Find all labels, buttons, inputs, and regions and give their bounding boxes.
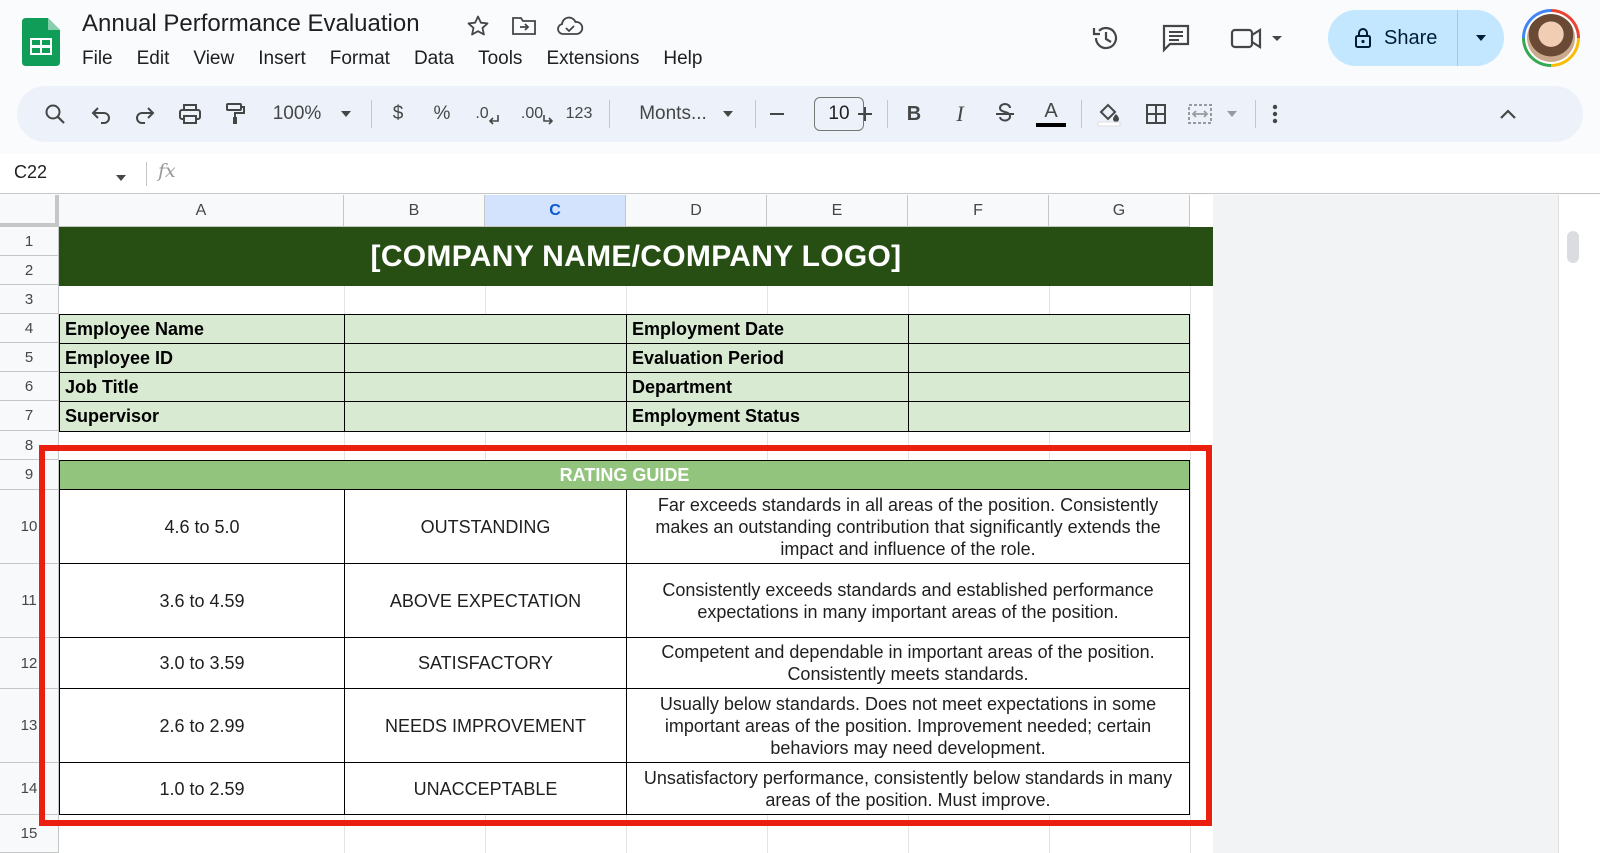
version-history-icon[interactable] xyxy=(1086,18,1126,58)
menu-view[interactable]: View xyxy=(193,48,235,69)
decrease-decimal-label: .0 xyxy=(475,105,489,122)
row-header-5[interactable]: 5 xyxy=(0,343,59,372)
column-header-f[interactable]: F xyxy=(908,195,1049,227)
info-value-cell[interactable] xyxy=(908,372,1190,402)
rating-range-cell[interactable]: 2.6 to 2.99 xyxy=(59,688,345,763)
percent-format-button[interactable]: % xyxy=(433,103,451,124)
rating-description-cell[interactable]: Competent and dependable in important areas of the position. Consistently meets standards. xyxy=(626,637,1190,689)
info-label-cell[interactable]: Employee Name xyxy=(59,314,345,344)
bold-button[interactable]: B xyxy=(906,102,922,125)
rating-label-cell[interactable]: OUTSTANDING xyxy=(344,489,627,564)
info-label-cell[interactable]: Supervisor xyxy=(59,401,345,432)
company-banner-cell[interactable]: [COMPANY NAME/COMPANY LOGO] xyxy=(59,227,1213,286)
user-photo xyxy=(1527,14,1575,62)
title-bar xyxy=(0,0,1600,82)
info-label-cell[interactable]: Employee ID xyxy=(59,343,345,373)
comments-icon[interactable] xyxy=(1156,18,1196,58)
menu-data[interactable]: Data xyxy=(413,48,455,69)
more-options-icon[interactable] xyxy=(1263,86,1287,142)
rating-label-cell[interactable]: ABOVE EXPECTATION xyxy=(344,563,627,638)
fill-color-icon[interactable] xyxy=(1091,86,1127,142)
toolbar-divider xyxy=(609,100,610,128)
rating-description-cell[interactable]: Usually below standards. Does not meet expectations in some important areas of the position. Improvement needed; certain behaviors may need development. xyxy=(626,688,1190,763)
formula-bar xyxy=(0,154,1600,194)
font-size-input[interactable]: 10 xyxy=(814,97,864,131)
arrow-right-icon xyxy=(543,113,553,125)
hide-menus-icon[interactable] xyxy=(1493,86,1523,142)
sheets-logo-icon[interactable] xyxy=(22,18,60,66)
out-of-range-area xyxy=(1213,195,1558,853)
toolbar-divider xyxy=(371,100,372,128)
row-header-10[interactable]: 10 xyxy=(0,490,59,564)
vertical-scrollbar[interactable] xyxy=(1558,195,1600,853)
arrow-left-icon xyxy=(489,113,499,125)
redo-icon[interactable] xyxy=(129,86,161,142)
info-label-cell[interactable]: Evaluation Period xyxy=(626,343,909,373)
increase-decimal-button[interactable] xyxy=(517,86,557,142)
rating-label-cell[interactable]: SATISFACTORY xyxy=(344,637,627,689)
rating-description-cell[interactable]: Far exceeds standards in all areas of the position. Consistently makes an outstanding contribution that significantly extends the impact and influence of the role. xyxy=(626,489,1190,564)
menu-extensions[interactable]: Extensions xyxy=(546,48,640,69)
column-header-g[interactable]: G xyxy=(1049,195,1190,227)
menu-help[interactable]: Help xyxy=(663,48,703,69)
menu-file[interactable]: File xyxy=(82,48,113,69)
increase-decimal-label: .00 xyxy=(520,105,544,122)
info-value-cell[interactable] xyxy=(344,343,627,373)
paint-format-icon[interactable] xyxy=(219,86,251,142)
decrease-font-size-icon[interactable] xyxy=(763,86,791,142)
info-value-cell[interactable] xyxy=(908,401,1190,432)
row-header-13[interactable]: 13 xyxy=(0,689,59,763)
row-header-3[interactable]: 3 xyxy=(0,285,59,314)
star-icon[interactable] xyxy=(464,12,492,40)
rating-label-cell[interactable]: UNACCEPTABLE xyxy=(344,762,627,815)
row-header-4[interactable]: 4 xyxy=(0,314,59,343)
scrollbar-thumb[interactable] xyxy=(1567,231,1579,263)
text-color-label: A xyxy=(1044,100,1058,122)
row-header-11[interactable]: 11 xyxy=(0,564,59,638)
info-label-cell[interactable]: Employment Date xyxy=(626,314,909,344)
rating-label-cell[interactable]: NEEDS IMPROVEMENT xyxy=(344,688,627,763)
rating-range-cell[interactable]: 4.6 to 5.0 xyxy=(59,489,345,564)
info-label-cell[interactable]: Employment Status xyxy=(626,401,909,432)
search-menus-icon[interactable] xyxy=(39,86,71,142)
gridline xyxy=(1190,227,1191,853)
menu-edit[interactable]: Edit xyxy=(136,48,170,69)
row-header-7[interactable]: 7 xyxy=(0,401,59,431)
toolbar-divider xyxy=(887,100,888,128)
video-call-icon[interactable] xyxy=(1226,18,1286,58)
rating-range-cell[interactable]: 3.0 to 3.59 xyxy=(59,637,345,689)
font-caret-icon[interactable] xyxy=(717,86,739,142)
row-header-12[interactable]: 12 xyxy=(0,638,59,689)
row-header-2[interactable]: 2 xyxy=(0,256,59,285)
row-header-14[interactable]: 14 xyxy=(0,763,59,815)
undo-icon[interactable] xyxy=(85,86,117,142)
gridline xyxy=(59,825,1190,826)
lock-icon xyxy=(1354,27,1372,49)
document-title[interactable]: Annual Performance Evaluation xyxy=(82,10,420,37)
toolbar xyxy=(17,86,1583,142)
italic-button[interactable]: I xyxy=(956,101,964,126)
menu-format[interactable]: Format xyxy=(329,48,390,69)
increase-font-size-icon[interactable] xyxy=(851,86,879,142)
info-value-cell[interactable] xyxy=(344,401,627,432)
share-options-button[interactable] xyxy=(1458,33,1504,43)
rating-range-cell[interactable]: 1.0 to 2.59 xyxy=(59,762,345,815)
toolbar-divider xyxy=(1255,100,1256,128)
fx-icon: fx xyxy=(158,160,176,182)
rating-description-cell[interactable]: Consistently exceeds standards and established performance expectations in many important areas of the position. xyxy=(626,563,1190,638)
info-value-cell[interactable] xyxy=(344,372,627,402)
info-value-cell[interactable] xyxy=(908,343,1190,373)
menu-insert[interactable]: Insert xyxy=(258,48,306,69)
merge-cells-icon[interactable] xyxy=(1185,86,1251,142)
name-box-caret-icon[interactable] xyxy=(114,170,128,188)
select-all-corner[interactable] xyxy=(0,195,59,227)
row-header-1[interactable]: 1 xyxy=(0,227,59,256)
font-select[interactable]: Monts... xyxy=(639,103,707,124)
formula-divider xyxy=(146,162,147,186)
caret-down-icon xyxy=(1474,33,1488,43)
rating-description-cell[interactable]: Unsatisfactory performance, consistently below standards in many areas of the position. Must improve. xyxy=(626,762,1190,815)
menu-tools[interactable]: Tools xyxy=(478,48,523,69)
row-header-6[interactable]: 6 xyxy=(0,372,59,401)
column-header-e[interactable]: E xyxy=(767,195,908,227)
row-header-15[interactable]: 15 xyxy=(0,815,59,853)
info-label-cell[interactable]: Department xyxy=(626,372,909,402)
rating-guide-header[interactable]: RATING GUIDE xyxy=(59,460,1190,490)
column-header-b[interactable]: B xyxy=(344,195,485,227)
print-icon[interactable] xyxy=(174,86,206,142)
borders-icon[interactable] xyxy=(1139,86,1173,142)
zoom-value[interactable]: 100% xyxy=(272,103,322,124)
info-value-cell[interactable] xyxy=(908,314,1190,344)
column-header-c[interactable]: C xyxy=(485,195,626,227)
row-header-9[interactable]: 9 xyxy=(0,460,59,490)
share-button[interactable] xyxy=(1328,10,1458,66)
share-label: Share xyxy=(1384,26,1438,49)
strikethrough-icon[interactable] xyxy=(989,86,1021,142)
cloud-saved-icon[interactable] xyxy=(556,12,584,40)
column-header-d[interactable]: D xyxy=(626,195,767,227)
text-color-swatch xyxy=(1036,123,1066,127)
toolbar-divider xyxy=(755,100,756,128)
spreadsheet-grid[interactable] xyxy=(0,195,1600,853)
row-header-8[interactable]: 8 xyxy=(0,431,59,460)
move-to-folder-icon[interactable] xyxy=(510,12,538,40)
rating-range-cell[interactable]: 3.6 to 4.59 xyxy=(59,563,345,638)
avatar[interactable] xyxy=(1522,9,1580,67)
share-button-group xyxy=(1328,10,1504,66)
more-formats-button[interactable]: 123 xyxy=(565,105,593,122)
menu-bar xyxy=(70,46,714,72)
info-value-cell[interactable] xyxy=(344,314,627,344)
toolbar-divider xyxy=(1081,100,1082,128)
currency-format-button[interactable]: $ xyxy=(392,103,404,124)
column-header-a[interactable]: A xyxy=(59,195,344,227)
text-color-button[interactable] xyxy=(1033,86,1069,142)
info-label-cell[interactable]: Job Title xyxy=(59,372,345,402)
name-box[interactable]: C22 xyxy=(14,162,48,182)
decrease-decimal-button[interactable] xyxy=(469,86,505,142)
zoom-caret-icon[interactable] xyxy=(335,86,357,142)
